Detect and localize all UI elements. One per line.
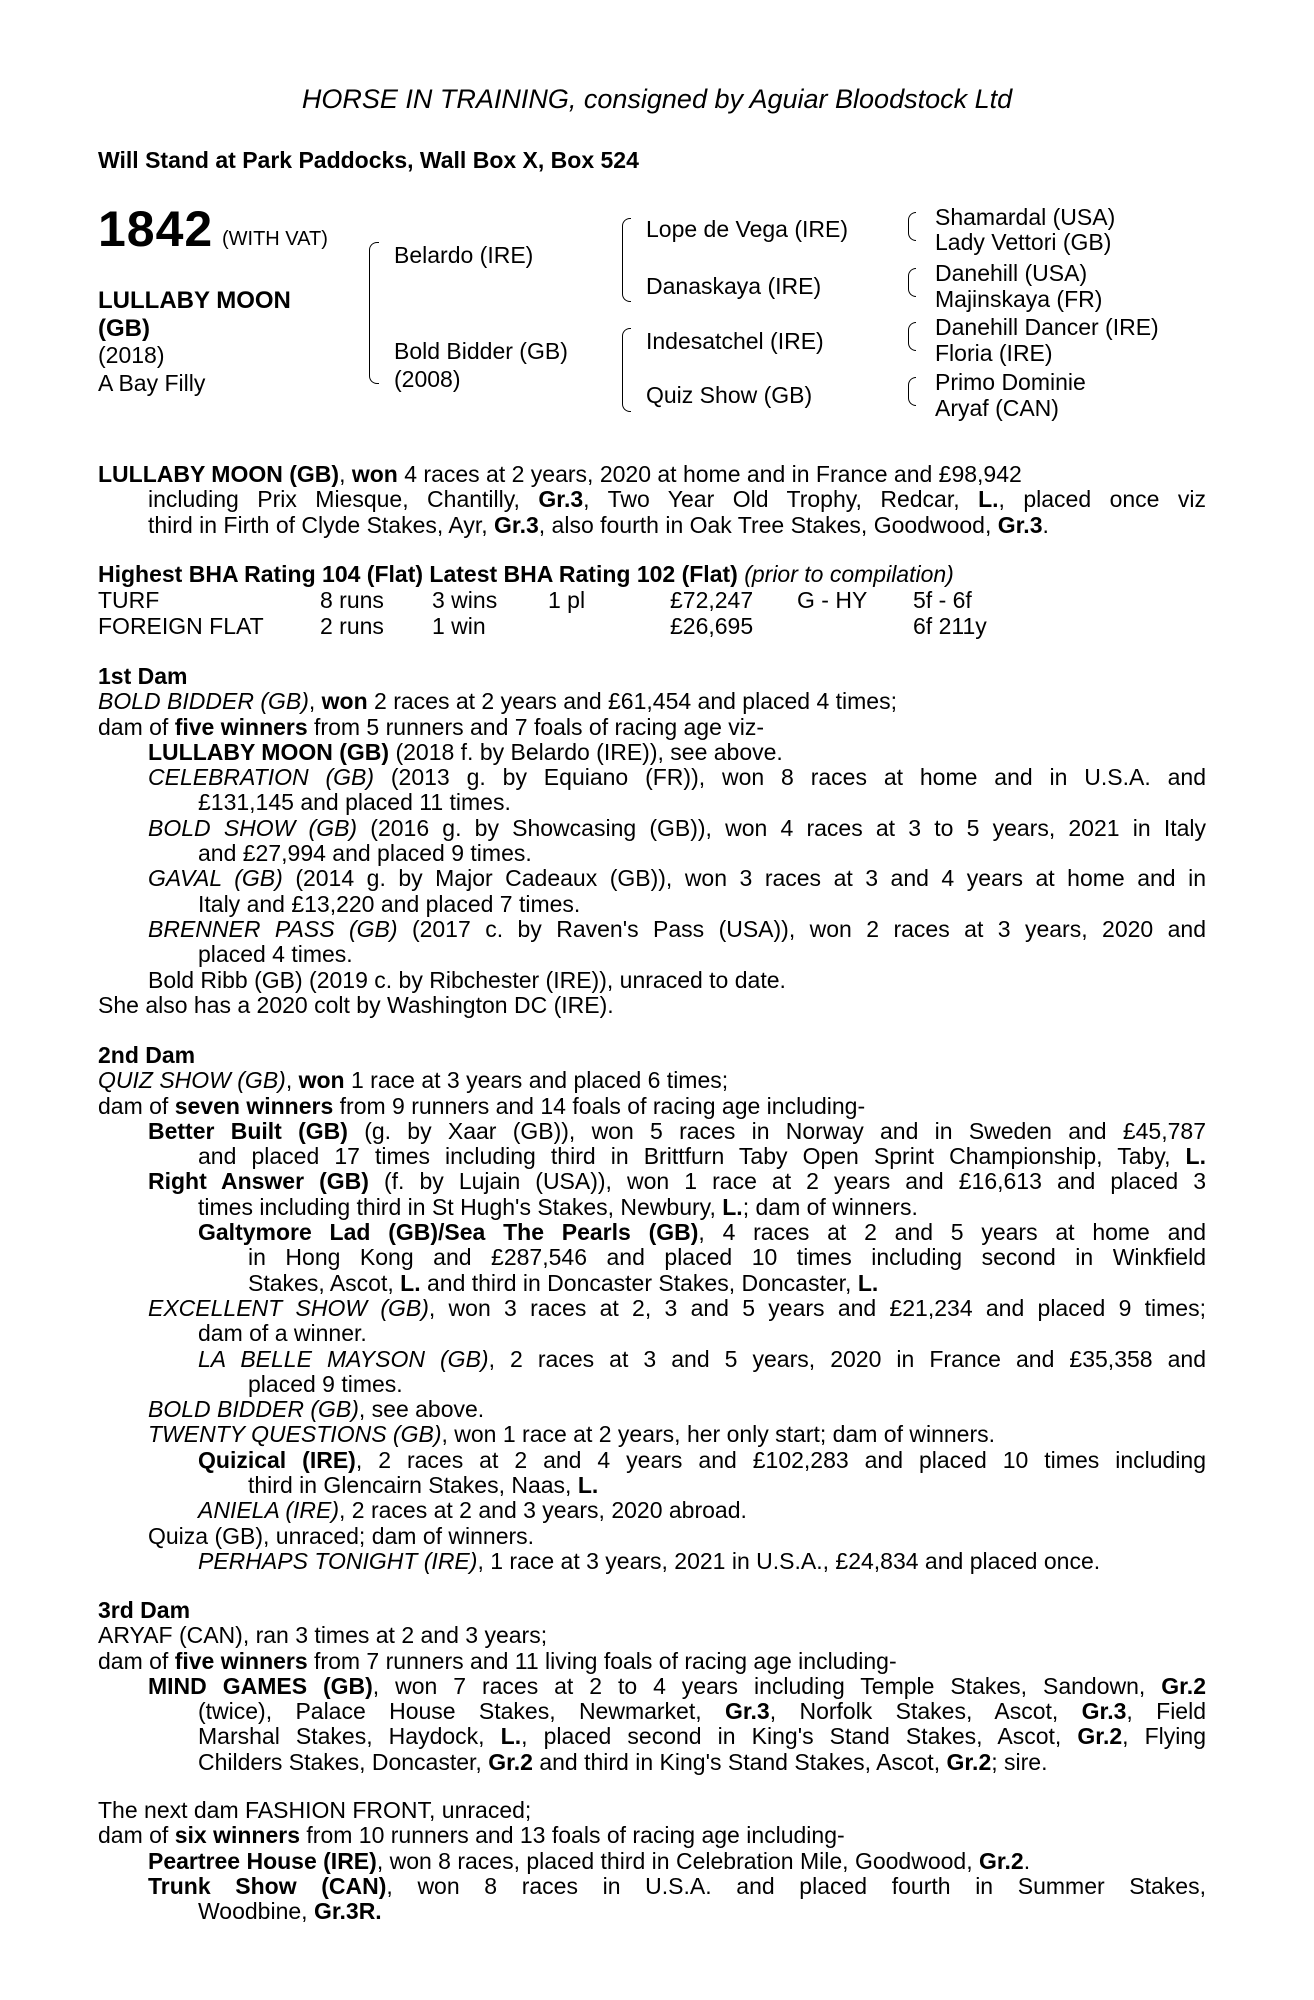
produce-record: , won 8 races in U.S.A. and placed fourth in Summer Stakes, — [386, 1872, 1206, 1899]
produce-record: Woodbine, — [198, 1898, 314, 1925]
grade-listed: L. — [400, 1269, 421, 1296]
ratings-runs: 2 runs — [320, 613, 384, 639]
produce-record: times including third in St Hugh's Stakes, Newbury, — [198, 1193, 723, 1220]
grade-listed: L. — [978, 486, 999, 513]
produce-record: and placed 17 times including third in Brittfurn Taby Open Sprint Championship, Taby, — [198, 1143, 1186, 1170]
ratings-earnings: £72,247 — [670, 587, 754, 613]
horse-name: LULLABY MOON (GB) — [98, 287, 291, 342]
first-dam-section: 1st Dam BOLD BIDDER (GB), won 2 races at 2 years and £61,454 and placed 4 times; dam of five winners from 5 runners and 7 foals of racing age viz- LULLABY MOON (GB) (2018 f. by Belardo (IRE)), see above. CELEBRATION (GB) (2013 g. by Equiano (FR)), won 8 races at home and in U.S.A. and £131,145 and placed 11 times. BOLD SHOW (GB) (2016 g. by Showcasing (GB)), won 4 races at 3 to 5 years, 2021 in Italy and £27,994 and placed 9 times. GAVAL (GB) (2014 g. by Major Cadeaux (GB)), won 3 races at 3 and 4 years at home and in Italy and £13,220 and placed 7 times. BRENNER PASS (GB) (2017 c. by Raven's Pass (USA)), won 2 races at 3 years, 2020 and placed 4 times. Bold Ribb (GB) (2019 c. by Ribchester (IRE)), unraced to date. She also has a 2020 colt by Washington DC (IRE). — [98, 663, 1207, 1018]
grade-listed: L. — [500, 1723, 522, 1750]
next-dam-section — [98, 1798, 1206, 1924]
winners-count: seven winners — [174, 1092, 334, 1119]
produce-name: TWENTY QUESTIONS (GB) — [148, 1421, 442, 1448]
produce-name: CELEBRATION (GB) — [148, 764, 375, 791]
pedigree-gen3-2: Lady Vettori (GB) — [935, 229, 1112, 255]
produce-record: , Flying — [1122, 1723, 1206, 1750]
produce-text: dam of — [98, 713, 175, 740]
summary-won: won — [351, 461, 398, 487]
pedigree-dam: Bold Bidder (GB) — [394, 338, 568, 364]
produce-text: dam of — [98, 1092, 175, 1119]
horse-description: A Bay Filly — [98, 370, 206, 396]
produce-record: (2017 c. by Raven's Pass (USA)), won 2 races at 3 years, 2020 and — [397, 915, 1206, 942]
pedigree-sire-sire: Lope de Vega (IRE) — [646, 216, 849, 242]
ratings-note: (prior to compilation) — [744, 561, 954, 587]
pedigree-sire-dam: Danaskaya (IRE) — [646, 273, 822, 299]
produce-name: EXCELLENT SHOW (GB) — [148, 1294, 429, 1321]
pedigree-dam-dam: Quiz Show (GB) — [646, 382, 813, 408]
produce-note: She also has a 2020 colt by Washington DC (IRE). — [98, 991, 614, 1018]
won-label: won — [298, 1067, 345, 1094]
summary-text3a: third in Firth of Clyde Stakes, Ayr, — [148, 511, 494, 538]
dam-record: ARYAF (CAN), ran 3 times at 2 and 3 years; — [98, 1622, 548, 1649]
ratings-runs: 8 runs — [320, 587, 384, 613]
produce-name: BOLD BIDDER (GB) — [148, 1396, 359, 1423]
produce-name: LA BELLE MAYSON (GB) — [198, 1345, 489, 1372]
produce-record: Italy and £13,220 and placed 7 times. — [198, 890, 581, 917]
summary-text2b: , Two Year Old Trophy, Redcar, — [583, 486, 979, 513]
produce-record: and £27,994 and placed 9 times. — [198, 840, 532, 867]
produce-name: MIND GAMES (GB) — [148, 1672, 373, 1699]
summary-text3b: , also fourth in Oak Tree Stakes, Goodwood, — [538, 511, 998, 538]
horse-year: (2018) — [98, 342, 165, 368]
produce-record: , 2 races at 3 and 5 years, 2020 in France and £35,358 and — [488, 1345, 1206, 1372]
grade-gr3: Gr.3 — [724, 1698, 770, 1725]
ratings-distance: 6f 211y — [913, 613, 987, 639]
produce-record: . — [1023, 1847, 1031, 1874]
pedigree-brace-g3-3 — [908, 322, 916, 351]
produce-record: in Hong Kong and £287,546 and placed 10 times including second in Winkfield — [248, 1244, 1206, 1271]
summary-text3c: . — [1042, 511, 1049, 538]
produce-name: GAVAL (GB) — [148, 865, 283, 892]
summary-text2a: including Prix Miesque, Chantilly, — [148, 486, 539, 513]
second-dam-heading: 2nd Dam — [98, 1042, 196, 1068]
produce-record: Marshal Stakes, Haydock, — [198, 1723, 501, 1750]
ratings-placed: 1 pl — [548, 587, 586, 613]
produce-record: and third in Doncaster Stakes, Doncaster, — [420, 1269, 858, 1296]
winners-count: five winners — [174, 713, 308, 740]
produce-record: , 2 races at 2 and 4 years and £102,283 and placed 10 times including — [355, 1446, 1206, 1473]
produce-record: third in Glencairn Stakes, Naas, — [248, 1472, 578, 1499]
won-label: won — [321, 688, 368, 715]
produce-name: Quizical (IRE) — [198, 1446, 356, 1473]
grade-gr3: Gr.3 — [997, 511, 1043, 538]
produce-record: , won 7 races at 2 to 4 years including Temple Stakes, Sandown, — [372, 1672, 1162, 1699]
dam-record: 1 race at 3 years and placed 6 times; — [344, 1067, 729, 1094]
produce-name: Trunk Show (CAN) — [148, 1872, 387, 1899]
dam-record: 2 races at 2 years and £61,454 and placed 4 times; — [367, 688, 897, 715]
pedigree-gen3-4: Majinskaya (FR) — [935, 286, 1103, 312]
produce-record: ; dam of winners. — [742, 1193, 918, 1220]
grade-gr3: Gr.3 — [1081, 1698, 1127, 1725]
second-dam-section: 2nd Dam QUIZ SHOW (GB), won 1 race at 3 years and placed 6 times; dam of seven winners from 9 runners and 14 foals of racing age including- Better Built (GB) (g. by Xaar (GB)), won 5 races in Norway and in Sweden and £45,787 and placed 17 times including third in Brittfurn Taby Open Sprint Championship, Taby, L. Right Answer (GB) (f. by Lujain (USA)), won 1 race at 2 years and £16,613 and placed 3 times including third in St Hugh's Stakes, Newbury, L.; dam of winners. Galtymore Lad (GB)/Sea The Pearls (GB), 4 races at 2 and 5 years at home and in Hong Kong and £287,546 and placed 10 times including second in Winkfield Stakes, Ascot, L. and third in Doncaster Stakes, Doncaster, L. EXCELLENT SHOW (GB), won 3 races at 2, 3 and 5 years and £21,234 and placed 9 times; dam of a winner. LA BELLE MAYSON (GB), 2 races at 3 and 5 years, 2020 in France and £35,358 and placed 9 times. BOLD BIDDER (GB), see above. TWENTY QUESTIONS (GB), won 1 race at 2 years, her only start; dam of winners. Quizical (IRE), 2 races at 2 and 4 years and £102,283 and placed 10 times including third in Glencairn Stakes, Naas, L. ANIELA (IRE), 2 races at 2 and 3 years, 2020 abroad. Quiza (GB), unraced; dam of winners. PERHAPS TONIGHT (IRE), 1 race at 3 years, 2021 in U.S.A., £24,834 and placed once. — [98, 1042, 1206, 1574]
pedigree-gen3-1: Shamardal (USA) — [935, 204, 1116, 230]
produce-name: LULLABY MOON (GB) — [148, 738, 390, 765]
produce-text: from 10 runners and 13 foals of racing age including- — [300, 1822, 845, 1849]
grade-listed: L. — [722, 1193, 743, 1220]
ratings-wins: 3 wins — [432, 587, 498, 613]
summary-text2c: , placed once viz — [998, 486, 1207, 513]
ratings-heading-line — [98, 562, 1206, 587]
summary-text1: 4 races at 2 years, 2020 at home and in France and £98,942 — [397, 461, 1022, 487]
produce-record: , won 3 races at 2, 3 and 5 years and £21,234 and placed 9 times; — [428, 1294, 1206, 1321]
produce-record: , 1 race at 3 years, 2021 in U.S.A., £24,834 and placed once. — [477, 1547, 1101, 1574]
ratings-type: TURF — [98, 587, 160, 613]
pedigree-dam-year: (2008) — [394, 366, 461, 392]
grade-gr3: Gr.3 — [538, 486, 584, 513]
produce-record: , won 8 races, placed third in Celebration Mile, Goodwood, — [376, 1847, 979, 1874]
grade-gr3r: Gr.3R. — [313, 1898, 382, 1925]
produce-record: £131,145 and placed 11 times. — [198, 789, 511, 816]
produce-name: BOLD SHOW (GB) — [148, 814, 358, 841]
produce-record: (2013 g. by Equiano (FR)), won 8 races at home and in U.S.A. and — [374, 764, 1207, 791]
produce-record: Quiza (GB), unraced; dam of winners. — [148, 1522, 535, 1549]
produce-text: from 5 runners and 7 foals of racing age viz- — [307, 713, 765, 740]
produce-record: (twice), Palace House Stakes, Newmarket, — [198, 1698, 725, 1725]
produce-record: (f. by Lujain (USA)), won 1 race at 2 years and £16,613 and placed 3 — [368, 1168, 1206, 1195]
pedigree-brace-gen1 — [369, 242, 379, 384]
pedigree-gen3-3: Danehill (USA) — [935, 260, 1088, 286]
third-dam-heading: 3rd Dam — [98, 1597, 191, 1623]
produce-record: placed 4 times. — [198, 941, 353, 968]
dam-name: QUIZ SHOW (GB) — [98, 1067, 286, 1094]
pedigree-gen3-5: Danehill Dancer (IRE) — [935, 314, 1159, 340]
page-title: HORSE IN TRAINING, consigned by Aguiar Bloodstock Ltd — [301, 84, 1013, 114]
pedigree-brace-dam — [622, 328, 631, 412]
ratings-distance: 5f - 6f — [913, 587, 972, 613]
produce-text: dam of — [98, 1647, 175, 1674]
produce-record: Stakes, Ascot, — [248, 1269, 401, 1296]
produce-name: BRENNER PASS (GB) — [148, 915, 398, 942]
pedigree-brace-g3-1 — [908, 212, 916, 241]
produce-name: Peartree House (IRE) — [148, 1847, 377, 1874]
race-summary: LULLABY MOON (GB), won 4 races at 2 years, 2020 at home and in France and £98,942 including Prix Miesque, Chantilly, Gr.3, Two Year Old Trophy, Redcar, L., placed once viz third in Firth of Clyde Stakes, Ayr, Gr.3, also fourth in Oak Tree Stakes, Goodwood, Gr.3. — [98, 461, 1207, 538]
produce-record: , placed second in King's Stand Stakes, Ascot, — [521, 1723, 1078, 1750]
produce-record: dam of a winner. — [198, 1320, 367, 1347]
ratings-going: G - HY — [797, 587, 868, 613]
produce-name: Galtymore Lad (GB)/Sea The Pearls (GB) — [198, 1219, 699, 1246]
grade-gr2: Gr.2 — [488, 1748, 533, 1775]
lot-vat: (WITH VAT) — [222, 228, 328, 250]
ratings-wins: 1 win — [432, 613, 486, 639]
third-dam-section — [98, 1598, 1206, 1775]
produce-record: , 4 races at 2 and 5 years at home and — [698, 1219, 1206, 1246]
dam-record: The next dam FASHION FRONT, unraced; — [98, 1797, 532, 1823]
grade-listed: L. — [857, 1269, 879, 1296]
grade-gr2: Gr.2 — [946, 1748, 992, 1775]
produce-record: (2016 g. by Showcasing (GB)), won 4 races at 3 to 5 years, 2021 in Italy — [357, 814, 1207, 841]
ratings-heading: Highest BHA Rating 104 (Flat) Latest BHA Rating 102 (Flat) — [98, 561, 738, 587]
produce-text: dam of — [98, 1822, 175, 1849]
grade-gr2: Gr.2 — [1077, 1723, 1123, 1750]
pedigree-gen3-6: Floria (IRE) — [935, 340, 1053, 366]
produce-record: Childers Stakes, Doncaster, — [198, 1748, 489, 1775]
stand-location: Will Stand at Park Paddocks, Wall Box X, Box 524 — [98, 147, 639, 173]
produce-text: from 7 runners and 11 living foals of racing age including- — [307, 1647, 897, 1674]
pedigree-brace-sire — [622, 218, 631, 302]
produce-name: PERHAPS TONIGHT (IRE) — [198, 1547, 478, 1574]
grade-gr3: Gr.3 — [494, 511, 539, 538]
pedigree-sire: Belardo (IRE) — [394, 242, 534, 268]
produce-record: , see above. — [358, 1396, 485, 1423]
produce-name: ANIELA (IRE) — [198, 1497, 340, 1524]
produce-text: from 9 runners and 14 foals of racing age including- — [333, 1092, 866, 1119]
produce-name: Better Built (GB) — [148, 1117, 348, 1144]
produce-record: , 2 races at 2 and 3 years, 2020 abroad. — [339, 1497, 747, 1524]
produce-record: (2018 f. by Belardo (IRE)), see above. — [389, 738, 783, 765]
produce-record: ; sire. — [991, 1748, 1048, 1775]
ratings-earnings: £26,695 — [670, 613, 754, 639]
produce-record: , Field — [1126, 1698, 1206, 1725]
grade-listed: L. — [577, 1472, 599, 1499]
grade-gr2: Gr.2 — [978, 1847, 1024, 1874]
pedigree-brace-g3-2 — [908, 268, 916, 297]
dam-name: BOLD BIDDER (GB) — [98, 688, 309, 715]
lot-number: 1842 — [98, 201, 214, 257]
produce-record: and third in King's Stand Stakes, Ascot, — [532, 1748, 947, 1775]
first-dam-heading: 1st Dam — [98, 663, 188, 689]
produce-record: , Norfolk Stakes, Ascot, — [769, 1698, 1082, 1725]
winners-count: five winners — [174, 1647, 308, 1674]
summary-name: LULLABY MOON (GB) — [98, 461, 340, 487]
produce-name: Right Answer (GB) — [148, 1168, 369, 1195]
produce-record: (2014 g. by Major Cadeaux (GB)), won 3 races at 3 and 4 years at home and in — [282, 865, 1206, 892]
pedigree-gen3-8: Aryaf (CAN) — [935, 395, 1059, 421]
ratings-type: FOREIGN FLAT — [98, 613, 264, 639]
winners-count: six winners — [174, 1822, 300, 1849]
pedigree-dam-sire: Indesatchel (IRE) — [646, 328, 824, 354]
pedigree-gen3-7: Primo Dominie — [935, 369, 1086, 395]
grade-gr2: Gr.2 — [1161, 1672, 1206, 1699]
grade-listed: L. — [1185, 1143, 1206, 1170]
produce-record: Bold Ribb (GB) (2019 c. by Ribchester (IRE)), unraced to date. — [148, 966, 786, 993]
produce-record: , won 1 race at 2 years, her only start; dam of winners. — [441, 1421, 996, 1448]
pedigree-brace-g3-4 — [908, 377, 916, 406]
produce-record: (g. by Xaar (GB)), won 5 races in Norway and in Sweden and £45,787 — [347, 1117, 1206, 1144]
produce-record: placed 9 times. — [248, 1370, 403, 1397]
